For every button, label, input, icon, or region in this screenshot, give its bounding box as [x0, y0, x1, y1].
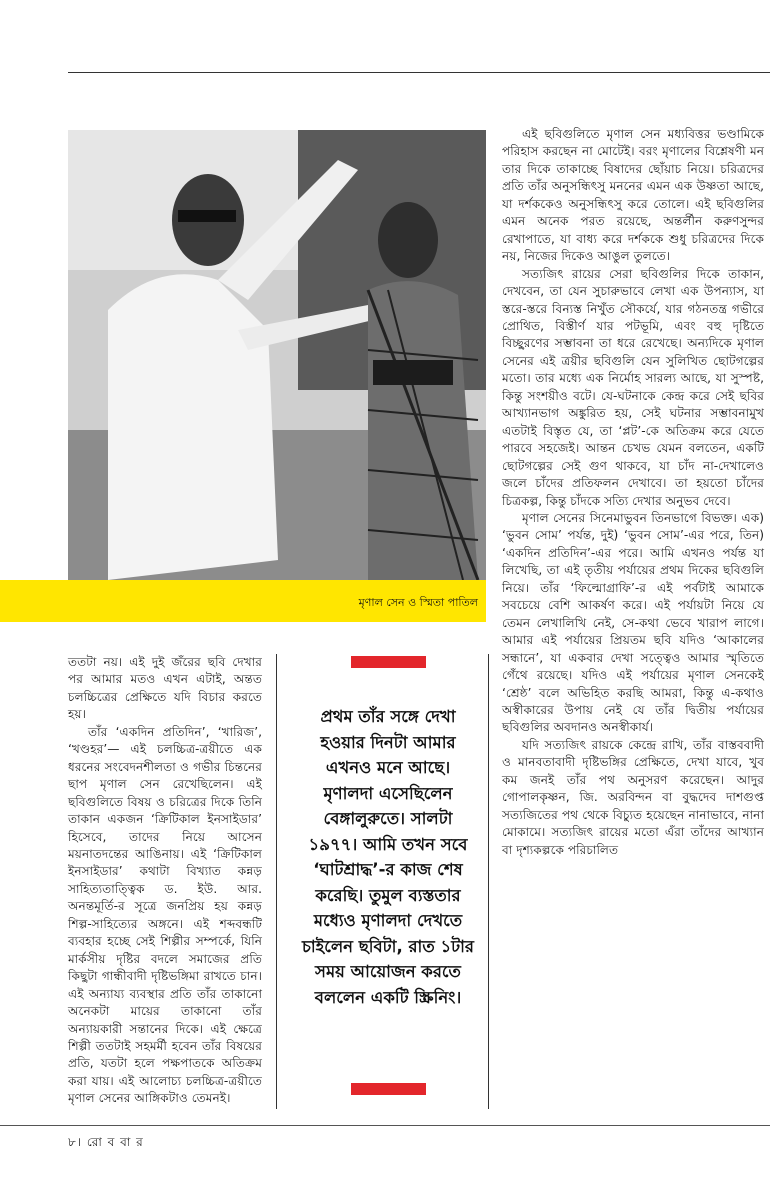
pull-quote-bottom-bar — [351, 1083, 426, 1095]
paragraph: যদি সত্যজিৎ রায়কে কেন্দ্রে রাখি, তাঁর বাস্তববাদী ও মানবতাবাদী দৃষ্টিভঙ্গির প্রেক্ষিতে, দেখা যাবে, খুব কম জনই তাঁর পথ অনুসরণ করেছেন। আদুর গোপালকৃষ্ণন, জি. অরবিন্দন বা বুদ্ধদেব দাশগুপ্ত সত্যজিতের পথ থেকে বিচ্যুত হয়েছেন নানাভাবে, নানা মোকামে। সত্যজিৎ রায়ের মতো এঁরা তাঁদের আখ্যান বা দৃশ্যকল্পকে পরিচালিত — [502, 737, 764, 857]
pull-quote: প্রথম তাঁর সঙ্গে দেখা হওয়ার দিনটা আমার এখনও মনে আছে। মৃণালদা এসেছিলেন বেঙ্গালুরুতে। সালটা ১৯৭৭। আমি তখন সবে ‘ঘাটশ্রাদ্ধ’-র কাজ শেষ করেছি। তুমুল ব্যস্ততার মধ্যেও মৃণালদা দেখতে চাইলেন ছবিটা, রাত ১টার সময় আয়োজন করতে বললেন একটি স্ক্রিনিং। — [301, 707, 475, 1007]
photo-mrinal-sen-smita-patil — [68, 130, 486, 580]
column-divider-left — [276, 654, 277, 1109]
photo-caption: মৃণাল সেন ও স্মিতা পাতিল — [358, 596, 478, 609]
paragraph: সত্যজিৎ রায়ের সেরা ছবিগুলির দিকে তাকান, দেখবেন, তা যেন সুচারুভাবে লেখা এক উপন্যাস, যা স্তরে-স্তরে বিন্যস্ত নিখুঁত সৌকর্যে, যার গঠনতন্ত্র গভীরে প্রোথিত, বিস্তীর্ণ যার পটভূমি, এবং বহু দৃষ্টিতে বিচ্ছুরণের সম্ভাবনা তা ধরে রেখেছে। অন্যদিকে মৃণাল সেনের এই ত্রয়ীর ছবিগুলি যেন সুলিখিত ছোটগল্পের মতো। তার মধ্যে এক নির্মোহ সারল্য আছে, যা সুস্পষ্ট, কিন্তু সংশয়ীও বটে। যে-ঘটনাকে কেন্দ্র করে সেই ছবির আখ্যানভাগ অঙ্কুরিত হয়, সেই ঘটনার সম্ভাবনামুখ এতটাই বিস্তৃত যে, তা ‘প্লট’-কে অতিক্রম করে যেতে পারবে সহজেই। আন্তন চেখভ যেমন বলতেন, একটি ছোটগল্পের সেই গুণ থাকবে, যা চাঁদ না-দেখালেও জলে চাঁদের প্রতিফলন দেখাবে। তা হয়তো চাঁদের চিত্রকল্প, কিন্তু চাঁদকে সত্যি দেখার অনুভব দেবে। — [502, 266, 764, 508]
paragraph: ততটা নয়। এই দুই জঁরের ছবি দেখার পর আমার মতও এখন এটাই, অন্তত চলচ্চিত্রের প্রেক্ষিতে যদি বিচার করতে হয়। — [68, 655, 262, 722]
photo-caption-bar — [0, 580, 486, 622]
article-column-left — [68, 654, 262, 1108]
column-divider-right — [488, 654, 489, 1109]
photo-illustration — [68, 130, 486, 580]
top-rule — [68, 72, 770, 73]
page-folio: ৮। রো ব বা র — [68, 1135, 144, 1149]
paragraph: তাঁর ‘একদিন প্রতিদিন’, ‘খারিজ’, ‘খণ্ডহর’— এই চলচ্চিত্র-ত্রয়ীতে এক ধরনের সংবেদনশীলতা ও গভীর চিন্তনের ছাপ মৃণাল সেন রেখেছিলেন। এই ছবিগুলিতে বিষয় ও চরিত্রের দিকে তিনি তাকান একজন ‘ক্রিটিকাল ইনসাইডার’ হিসেবে, তাদের নিয়ে আসেন ময়নাতদন্তের আঙিনায়। এই ‘ক্রিটিকাল ইনসাইডার’ কথাটা বিখ্যাত কন্নড় সাহিত্যতাত্ত্বিক ড. ইউ. আর. অনন্তমূর্তি-র সূত্রে জনপ্রিয় হয় কন্নড় শিল্প-সাহিত্যের অঙ্গনে। এই শব্দবন্ধটি ব্যবহার হচ্ছে সেই শিল্পীর সম্পর্কে, যিনি মার্কসীয় দৃষ্টির বদলে সমাজের প্রতি কিছুটা গান্ধীবাদী দৃষ্টিভঙ্গিমা রাখতে চান। এই অন্যায্য ব্যবস্থার প্রতি তাঁর তাকানো অনেকটা মায়ের তাকানো তাঁর অন্যায়কারী সন্তানের দিকে। এই ক্ষেত্রে শিল্পী ততটাই সহমর্মী হবেন তাঁর বিষয়ের প্রতি, যতটা হলে পক্ষপাতকে অতিক্রম করা যায়। এই আলোচ্য চলচ্চিত্র-ত্রয়ীতে মৃণাল সেনের আঙ্গিকটাও তেমনই। — [68, 724, 262, 1106]
paragraph: এই ছবিগুলিতে মৃণাল সেন মধ্যবিত্তর ভণ্ডামিকে পরিহাস করছেন না মোটেই। বরং মৃণালের বিশ্লেষণী মন তার দিকে তাকাচ্ছে বিষাদের ছোঁয়াচ নিয়ে। চরিত্রদের প্রতি তাঁর অনুসন্ধিৎসু মননের এমন এক উষ্ণতা আছে, যা দর্শককেও অনুসন্ধিৎসু করে তোলে। এই ছবিগুলির এমন অনেক পরত রয়েছে, অন্তর্লীন করুণসুন্দর রেখাপাতে, যা বাধ্য করে দর্শককে শুধু চরিত্রদের দিকে নয়, নিজের দিকেও আঙুল তুলতে। — [502, 127, 764, 264]
paragraph: মৃণাল সেনের সিনেমাভুবন তিনভাগে বিভক্ত। এক) ‘ভুবন সোম’ পর্যন্ত, দুই) ‘ভুবন সোম’-এর পরে, তিন) ‘একদিন প্রতিদিন’-এর পরে। আমি এখনও পর্যন্ত যা লিখেছি, তা এই তৃতীয় পর্যায়ের প্রথম দিকের ছবিগুলি নিয়ে। তাঁর ‘ফিল্মোগ্রাফি’-র এই পর্বটাই আমাকে সবচেয়ে বেশি আকর্ষণ করে। এই পর্যায়টা নিয়ে যে তেমন লেখালিখি নেই, সে-কথা ভেবে খারাপ লাগে। আমার এই পর্যায়ের প্রিয়তম ছবি যদিও ‘আকালের সন্ধানে’, যা একবার দেখা সত্ত্বেও আমার স্মৃতিতে গেঁথে রয়েছে। যদিও এই পর্যায়ের মৃণাল সেনকেই ‘শ্রেষ্ঠ’ বলে অভিহিত করছি আমরা, কিন্তু এ-কথাও অস্বীকারের উপায় নেই যে তাঁর দ্বিতীয় পর্যায়ের ছবিগুলির অবদানও অনস্বীকার্য। — [502, 510, 764, 735]
pull-quote-top-bar — [351, 656, 426, 668]
article-column-right-top — [502, 126, 764, 859]
footer-rule — [0, 1125, 770, 1126]
